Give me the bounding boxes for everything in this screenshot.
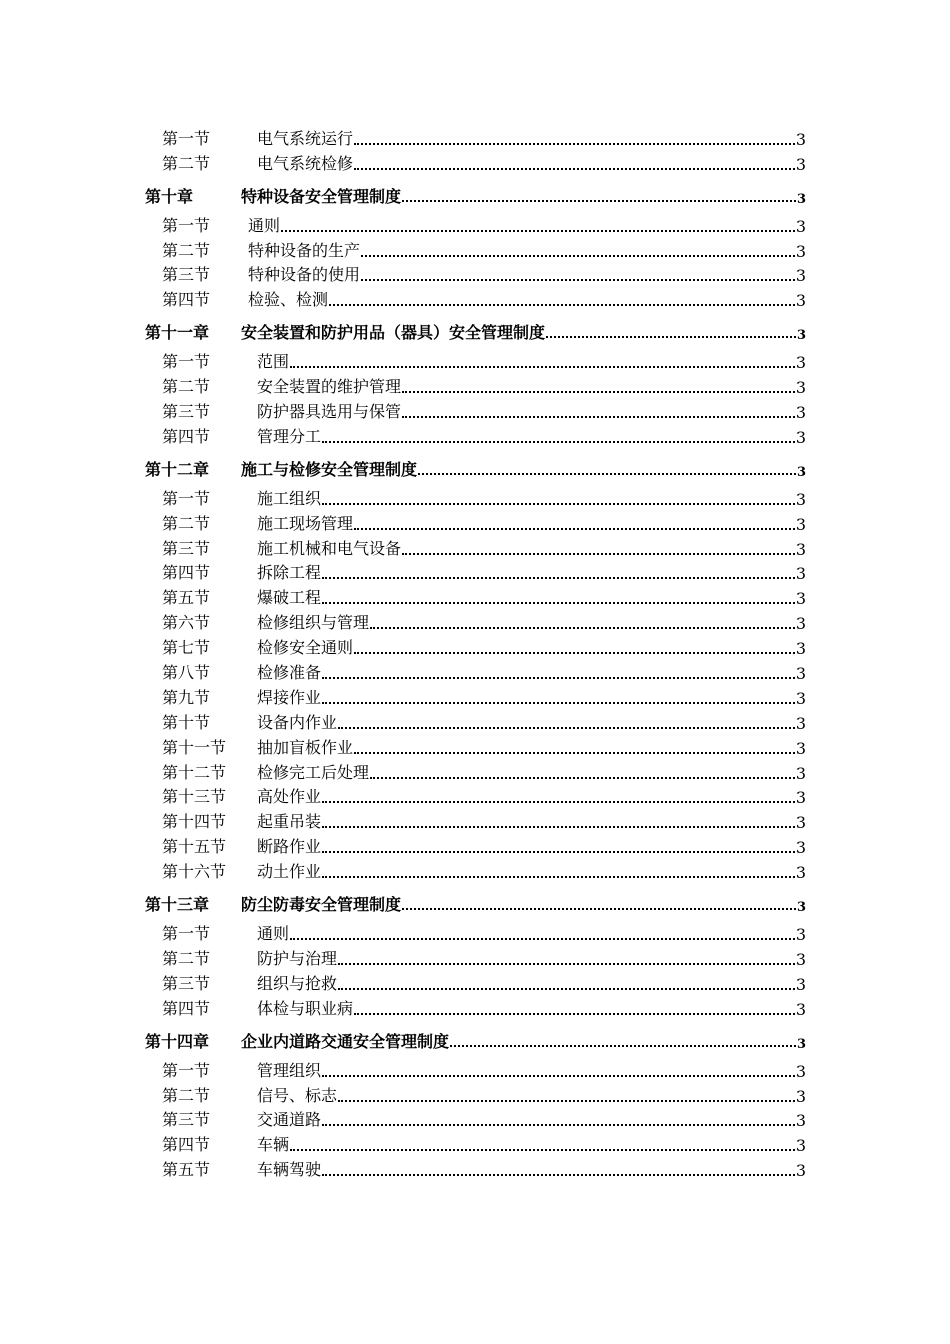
dot-leader: [338, 987, 795, 990]
page-number: 3: [795, 589, 806, 609]
section-title: 车辆驾驶: [257, 1160, 322, 1180]
dot-leader: [370, 776, 795, 779]
section-title: 施工机械和电气设备: [257, 538, 402, 558]
dot-leader: [338, 962, 795, 965]
section-number: 第二节: [162, 1085, 211, 1105]
section-title: 检修准备: [257, 663, 322, 683]
section-number: 第一节: [162, 1060, 211, 1080]
dot-leader: [322, 701, 795, 704]
toc-section-entry[interactable]: [145, 658, 806, 683]
page-number: 3: [796, 1036, 806, 1052]
page-number: 3: [795, 925, 806, 945]
dot-leader: [322, 1074, 795, 1077]
dot-leader: [322, 676, 795, 679]
toc-section-entry[interactable]: [145, 1081, 806, 1106]
page-number: 3: [795, 614, 806, 634]
page-number: 3: [795, 813, 806, 833]
toc-section-entry[interactable]: [145, 1130, 806, 1155]
dot-leader: [322, 601, 795, 604]
chapter-title: 安全装置和防护用品（器具）安全管理制度: [241, 323, 546, 343]
toc-section-entry[interactable]: [145, 758, 806, 783]
toc-chapter-entry[interactable]: [145, 181, 806, 207]
dot-leader: [290, 1148, 795, 1151]
page-number: 3: [795, 241, 806, 261]
toc-section-entry[interactable]: [145, 347, 806, 372]
toc-section-entry[interactable]: [145, 509, 806, 534]
section-title: 焊接作业: [257, 687, 322, 707]
section-title: 安全装置的维护管理: [257, 377, 402, 397]
section-number: 第七节: [162, 638, 211, 658]
page-number: 3: [795, 514, 806, 534]
dot-leader: [281, 229, 795, 232]
toc-section-entry[interactable]: [145, 261, 806, 286]
dot-leader: [370, 626, 795, 629]
section-title: 检修安全通则: [257, 638, 354, 658]
toc-section-entry[interactable]: [145, 683, 806, 708]
section-number: 第一节: [162, 488, 211, 508]
section-number: 第八节: [162, 663, 211, 683]
toc-section-entry[interactable]: [145, 633, 806, 658]
section-number: 第二节: [162, 153, 211, 173]
page-number: 3: [796, 328, 806, 344]
page-number: 3: [796, 900, 806, 916]
page-number: 3: [795, 639, 806, 659]
section-title: 高处作业: [257, 787, 322, 807]
dot-leader: [322, 850, 795, 853]
toc-section-entry[interactable]: [145, 422, 806, 447]
toc-section-entry[interactable]: [145, 1106, 806, 1131]
section-number: 第十六节: [162, 862, 227, 882]
dot-leader: [402, 390, 795, 393]
chapter-title: 企业内道路交通安全管理制度: [241, 1031, 450, 1051]
dot-leader: [402, 415, 795, 418]
section-title: 检修完工后处理: [257, 762, 370, 782]
page-number: 3: [795, 427, 806, 447]
toc-section-entry[interactable]: [145, 832, 806, 857]
section-title: 断路作业: [257, 837, 322, 857]
toc-section-entry[interactable]: [145, 857, 806, 882]
section-number: 第一节: [162, 352, 211, 372]
toc-section-entry[interactable]: [145, 211, 806, 236]
section-title: 体检与职业病: [257, 998, 354, 1018]
dot-leader: [322, 875, 795, 878]
page-number: 3: [795, 539, 806, 559]
chapter-number: 第十章: [145, 186, 194, 206]
section-number: 第十五节: [162, 837, 227, 857]
dot-leader: [546, 335, 796, 338]
toc-section-entry[interactable]: [145, 919, 806, 944]
section-title: 动土作业: [257, 862, 322, 882]
section-number: 第二节: [162, 240, 211, 260]
page-number: 3: [795, 664, 806, 684]
toc-section-entry[interactable]: [145, 397, 806, 422]
section-number: 第四节: [162, 998, 211, 1018]
section-title: 管理分工: [257, 426, 322, 446]
chapter-title: 防尘防毒安全管理制度: [241, 895, 402, 915]
dot-leader: [402, 907, 796, 910]
section-number: 第三节: [162, 402, 211, 422]
dot-leader: [354, 751, 795, 754]
chapter-title: 施工与检修安全管理制度: [241, 459, 418, 479]
dot-leader: [322, 502, 795, 505]
section-number: 第十一节: [162, 737, 227, 757]
page-number: 3: [796, 464, 806, 480]
toc-chapter-entry[interactable]: [145, 1026, 806, 1052]
page-number: 3: [795, 949, 806, 969]
section-number: 第四节: [162, 426, 211, 446]
dot-leader: [354, 142, 795, 145]
toc-section-entry[interactable]: [145, 534, 806, 559]
page-number: 3: [795, 688, 806, 708]
toc-section-entry[interactable]: [145, 1155, 806, 1180]
dot-leader: [338, 1099, 795, 1102]
toc-section-entry[interactable]: [145, 372, 806, 397]
page-number: 3: [795, 564, 806, 584]
section-title: 电气系统检修: [257, 153, 354, 173]
section-title: 管理组织: [257, 1060, 322, 1080]
dot-leader: [290, 365, 795, 368]
section-title: 防护器具选用与保管: [257, 402, 402, 422]
section-number: 第一节: [162, 924, 211, 944]
dot-leader: [361, 278, 795, 281]
toc-section-entry[interactable]: [145, 583, 806, 608]
toc-chapter-entry[interactable]: [145, 454, 806, 480]
toc-section-entry[interactable]: [145, 733, 806, 758]
table-of-contents: [145, 124, 806, 1180]
section-title: 通则: [248, 215, 281, 235]
toc-section-entry[interactable]: [145, 969, 806, 994]
section-title: 检验、检测: [248, 290, 329, 310]
section-number: 第九节: [162, 687, 211, 707]
page-number: 3: [795, 1086, 806, 1106]
toc-chapter-entry[interactable]: [145, 317, 806, 343]
page-number: 3: [795, 863, 806, 883]
chapter-number: 第十二章: [145, 459, 210, 479]
dot-leader: [322, 576, 795, 579]
page-number: 3: [795, 154, 806, 174]
page-number: 3: [795, 403, 806, 423]
section-title: 检修组织与管理: [257, 613, 370, 633]
section-title: 施工组织: [257, 488, 322, 508]
dot-leader: [290, 937, 795, 940]
section-number: 第二节: [162, 513, 211, 533]
page-number: 3: [795, 1061, 806, 1081]
page-number: 3: [795, 1136, 806, 1156]
section-number: 第六节: [162, 613, 211, 633]
page-number: 3: [795, 974, 806, 994]
dot-leader: [418, 472, 796, 475]
page-number: 3: [795, 713, 806, 733]
section-number: 第十节: [162, 712, 211, 732]
section-title: 施工现场管理: [257, 513, 354, 533]
toc-chapter-entry[interactable]: [145, 889, 806, 915]
dot-leader: [402, 199, 796, 202]
chapter-number: 第十四章: [145, 1031, 210, 1051]
toc-section-entry[interactable]: [145, 807, 806, 832]
section-title: 防护与治理: [257, 948, 338, 968]
section-number: 第四节: [162, 290, 211, 310]
chapter-number: 第十三章: [145, 895, 210, 915]
section-number: 第十三节: [162, 787, 227, 807]
section-number: 第五节: [162, 1160, 211, 1180]
page-number: 3: [795, 216, 806, 236]
page-number: 3: [795, 266, 806, 286]
section-title: 抽加盲板作业: [257, 737, 354, 757]
section-title: 特种设备的生产: [248, 240, 361, 260]
page-number: 3: [795, 838, 806, 858]
page-number: 3: [795, 129, 806, 149]
toc-section-entry[interactable]: [145, 124, 806, 149]
section-title: 起重吊装: [257, 812, 322, 832]
chapter-number: 第十一章: [145, 323, 210, 343]
dot-leader: [322, 800, 795, 803]
section-title: 拆除工程: [257, 563, 322, 583]
section-number: 第五节: [162, 588, 211, 608]
toc-section-entry[interactable]: [145, 1056, 806, 1081]
page-number: 3: [795, 1111, 806, 1131]
dot-leader: [338, 726, 795, 729]
section-number: 第四节: [162, 563, 211, 583]
section-number: 第三节: [162, 538, 211, 558]
section-number: 第十二节: [162, 762, 227, 782]
dot-leader: [361, 254, 795, 257]
section-title: 信号、标志: [257, 1085, 338, 1105]
dot-leader: [354, 1012, 795, 1015]
section-title: 车辆: [257, 1135, 290, 1155]
section-number: 第二节: [162, 948, 211, 968]
section-title: 爆破工程: [257, 588, 322, 608]
dot-leader: [322, 825, 795, 828]
page-number: 3: [795, 378, 806, 398]
toc-section-entry[interactable]: [145, 285, 806, 310]
section-title: 范围: [257, 352, 290, 372]
page-number: 3: [795, 788, 806, 808]
page-number: 3: [795, 291, 806, 311]
dot-leader: [450, 1044, 796, 1047]
toc-section-entry[interactable]: [145, 484, 806, 509]
dot-leader: [322, 1123, 795, 1126]
section-number: 第二节: [162, 377, 211, 397]
section-number: 第一节: [162, 128, 211, 148]
dot-leader: [354, 167, 795, 170]
toc-section-entry[interactable]: [145, 994, 806, 1019]
section-number: 第十四节: [162, 812, 227, 832]
section-number: 第一节: [162, 215, 211, 235]
page-number: 3: [795, 489, 806, 509]
section-title: 电气系统运行: [257, 128, 354, 148]
section-title: 通则: [257, 924, 290, 944]
toc-section-entry[interactable]: [145, 559, 806, 584]
toc-section-entry[interactable]: [145, 236, 806, 261]
dot-leader: [402, 552, 795, 555]
section-title: 交通道路: [257, 1110, 322, 1130]
toc-section-entry[interactable]: [145, 783, 806, 808]
dot-leader: [322, 1173, 795, 1176]
dot-leader: [354, 527, 795, 530]
page-number: 3: [795, 763, 806, 783]
chapter-title: 特种设备安全管理制度: [241, 186, 402, 206]
dot-leader: [322, 440, 795, 443]
dot-leader: [354, 651, 795, 654]
toc-section-entry[interactable]: [145, 708, 806, 733]
page-number: 3: [795, 999, 806, 1019]
section-number: 第四节: [162, 1135, 211, 1155]
toc-section-entry[interactable]: [145, 149, 806, 174]
section-title: 设备内作业: [257, 712, 338, 732]
page-number: 3: [795, 1161, 806, 1181]
section-number: 第三节: [162, 265, 211, 285]
page-number: 3: [795, 738, 806, 758]
toc-section-entry[interactable]: [145, 608, 806, 633]
page-number: 3: [795, 353, 806, 373]
toc-section-entry[interactable]: [145, 944, 806, 969]
section-title: 组织与抢救: [257, 973, 338, 993]
section-number: 第三节: [162, 973, 211, 993]
dot-leader: [329, 303, 795, 306]
section-number: 第三节: [162, 1110, 211, 1130]
page-number: 3: [796, 191, 806, 207]
section-title: 特种设备的使用: [248, 265, 361, 285]
